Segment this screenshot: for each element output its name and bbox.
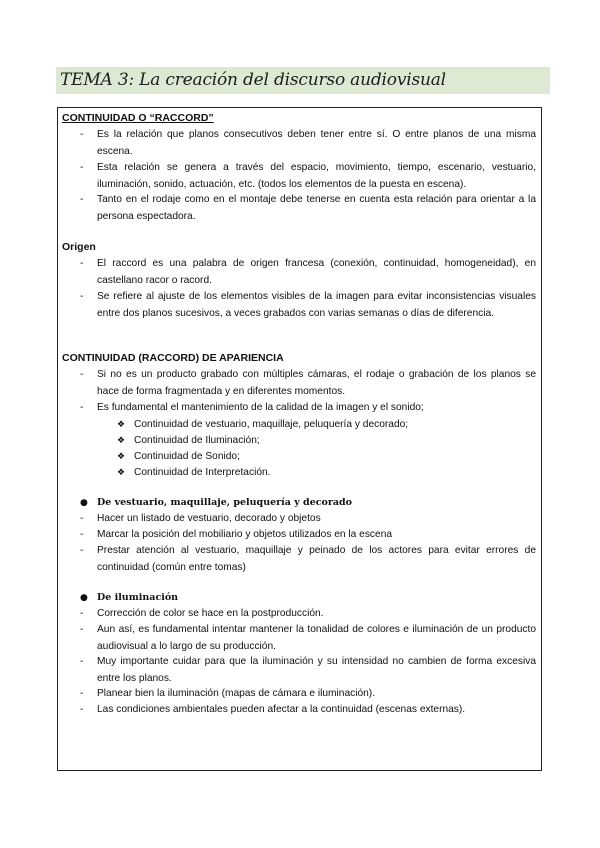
sub-list-item-text: Continuidad de Interpretación. (134, 467, 271, 478)
diamond-icon: ❖ (117, 467, 126, 477)
list-item-text: Es la relación que planos consecutivos deben tener entre sí. O entre planos de una misma escena. (97, 129, 536, 157)
sub-list-item (117, 464, 271, 482)
bullet-heading-text: De vestuario, maquillaje, peluquería y decorado (97, 497, 353, 508)
dash-marker: - (80, 194, 84, 205)
list-item-text: Aun así, es fundamental intentar mantener la tonalidad de colores e iluminación de un producto audiovisual a lo largo de su producción. (97, 624, 536, 652)
list-item-text: Marcar la posición del mobiliario y objetos utilizados en la escena (97, 529, 393, 540)
dash-marker: - (80, 258, 84, 269)
dash-marker: - (80, 291, 84, 302)
list-item (80, 543, 536, 576)
bullet-heading-vestuario (80, 497, 352, 508)
list-item-text: Es fundamental el mantenimiento de la calidad de la imagen y el sonido; (97, 402, 424, 413)
list-item-text: Prestar atención al vestuario, maquillaje y peinado de los actores para evitar errores de continuidad (común entre tomas) (97, 545, 536, 573)
list-item-text: Muy importante cuidar para que la iluminación y su intensidad no cambien de forma excesiva entre los planos. (97, 656, 536, 684)
page-title: TEMA 3: La creación del discurso audiovisual (60, 70, 446, 90)
sub-list-item (117, 416, 408, 434)
dash-marker: - (80, 656, 84, 667)
dash-marker: - (80, 704, 84, 715)
list-item (80, 256, 536, 289)
list-item-text: Planear bien la iluminación (mapas de cámara e iluminación). (97, 688, 376, 699)
dash-marker: - (80, 624, 84, 635)
list-item (80, 686, 536, 703)
bullet-heading-iluminacion (80, 592, 178, 603)
dash-marker: - (80, 608, 84, 619)
list-item (80, 127, 536, 160)
list-item-text: El raccord es una palabra de origen francesa (conexión, continuidad, homogeneidad), en castellano racor o racord. (97, 258, 536, 286)
list-item-text: Las condiciones ambientales pueden afectar a la continuidad (escenas externas). (97, 704, 466, 715)
dash-marker: - (80, 688, 84, 699)
list-item-text: Tanto en el rodaje como en el montaje debe tenerse en cuenta esta relación para orientar a la persona espectadora. (97, 194, 536, 222)
diamond-icon: ❖ (117, 419, 126, 429)
bullet-heading-text: De iluminación (97, 592, 179, 603)
dash-marker: - (80, 129, 84, 140)
dash-marker: - (80, 369, 84, 380)
diamond-icon: ❖ (117, 435, 126, 445)
list-item (80, 367, 536, 400)
sub-list-item (117, 432, 260, 450)
list-item (80, 606, 536, 623)
dash-marker: - (80, 545, 84, 556)
list-item (80, 160, 536, 193)
list-item (80, 622, 536, 655)
sub-list-item-text: Continuidad de Iluminación; (134, 435, 260, 446)
sub-list-item (117, 448, 240, 466)
section-heading-apariencia: CONTINUIDAD (RACCORD) DE APARIENCIA (62, 352, 284, 364)
sub-list-item-text: Continuidad de Sonido; (134, 451, 240, 462)
bullet-icon: ● (80, 593, 88, 603)
dash-marker: - (80, 162, 84, 173)
list-item (80, 289, 536, 322)
dash-marker: - (80, 402, 84, 413)
dash-marker: - (80, 513, 84, 524)
list-item (80, 654, 536, 687)
list-item-text: Se refiere al ajuste de los elementos visibles de la imagen para evitar inconsistencias visuales entre dos planos sucesivos, a veces grabados con varias semanas o días de diferencia. (97, 291, 536, 319)
list-item-text: Hacer un listado de vestuario, decorado y objetos (97, 513, 321, 524)
list-item (80, 527, 536, 544)
list-item-text: Corrección de color se hace en la postproducción. (97, 608, 324, 619)
section-heading-origen: Origen (62, 241, 96, 253)
sub-list-item-text: Continuidad de vestuario, maquillaje, peluquería y decorado; (134, 419, 409, 430)
list-item (80, 192, 536, 225)
section-heading-continuidad: CONTINUIDAD O “RACCORD” (62, 112, 214, 124)
title-bar (56, 67, 550, 94)
list-item-text: Si no es un producto grabado con múltiples cámaras, el rodaje o grabación de los planos se hace de forma fragmentada y en diferentes momentos. (97, 369, 536, 397)
dash-marker: - (80, 529, 84, 540)
list-item-text: Esta relación se genera a través del espacio, movimiento, tiempo, escenario, vestuario, iluminación, sonido, actuación, etc. (todos los elementos de la puesta en escena). (97, 162, 536, 190)
list-item (80, 702, 536, 719)
list-item (80, 400, 536, 417)
list-item (80, 511, 536, 528)
diamond-icon: ❖ (117, 451, 126, 461)
bullet-icon: ● (80, 498, 88, 508)
